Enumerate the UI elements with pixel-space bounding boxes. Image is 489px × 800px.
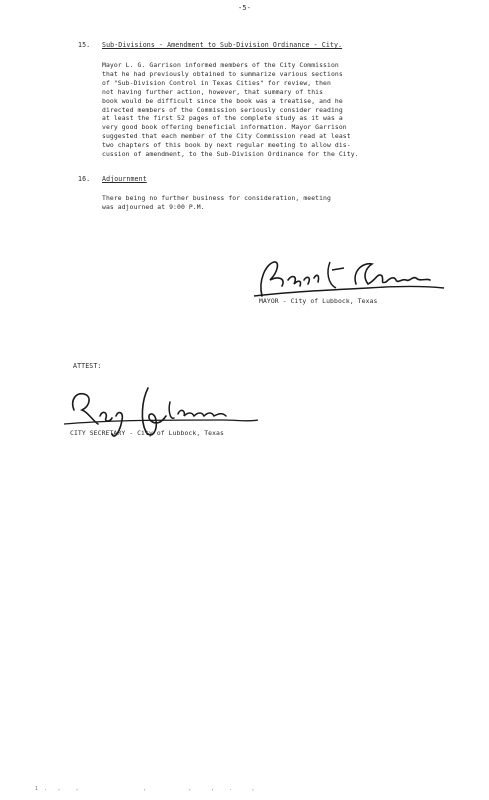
mayor-title: MAYOR - City of Lubbock, Texas xyxy=(259,297,378,305)
section-16-number: 16. xyxy=(78,175,91,183)
secretary-signature xyxy=(62,380,262,460)
attest-label: ATTEST: xyxy=(73,362,102,370)
page-number: -5- xyxy=(238,4,251,12)
section-15-body: Mayor L. G. Garrison informed members of the City Commission that he had previously obtained to summarize various sections of "Sub-Division Control in Texas Cities" for review, then not having further action, however, that summary of this book would be difficult since the book was a treatise, and he directed members of the Commission seriously consider reading at least the first 52 pages of the complete study as it was a very good book offering beneficial information. Mayor Garrison suggested that each member of the City Commission read at least two chapters of this book by next regular meeting to allow dis- cussion of amendment, to the Sub-Division Ordinance for the City. xyxy=(102,61,359,159)
section-15-number: 15. xyxy=(78,41,91,49)
footer-marks: 1 . , , , , , . , xyxy=(35,786,257,792)
section-15-heading: Sub-Divisions - Amendment to Sub-Division Ordinance - City. xyxy=(102,41,343,49)
section-16-heading: Adjournment xyxy=(102,175,147,183)
section-16-body: There being no further business for consideration, meeting was adjourned at 9:00 P.M. xyxy=(102,194,331,211)
secretary-title: CITY SECRETARY - City of Lubbock, Texas xyxy=(70,429,224,437)
